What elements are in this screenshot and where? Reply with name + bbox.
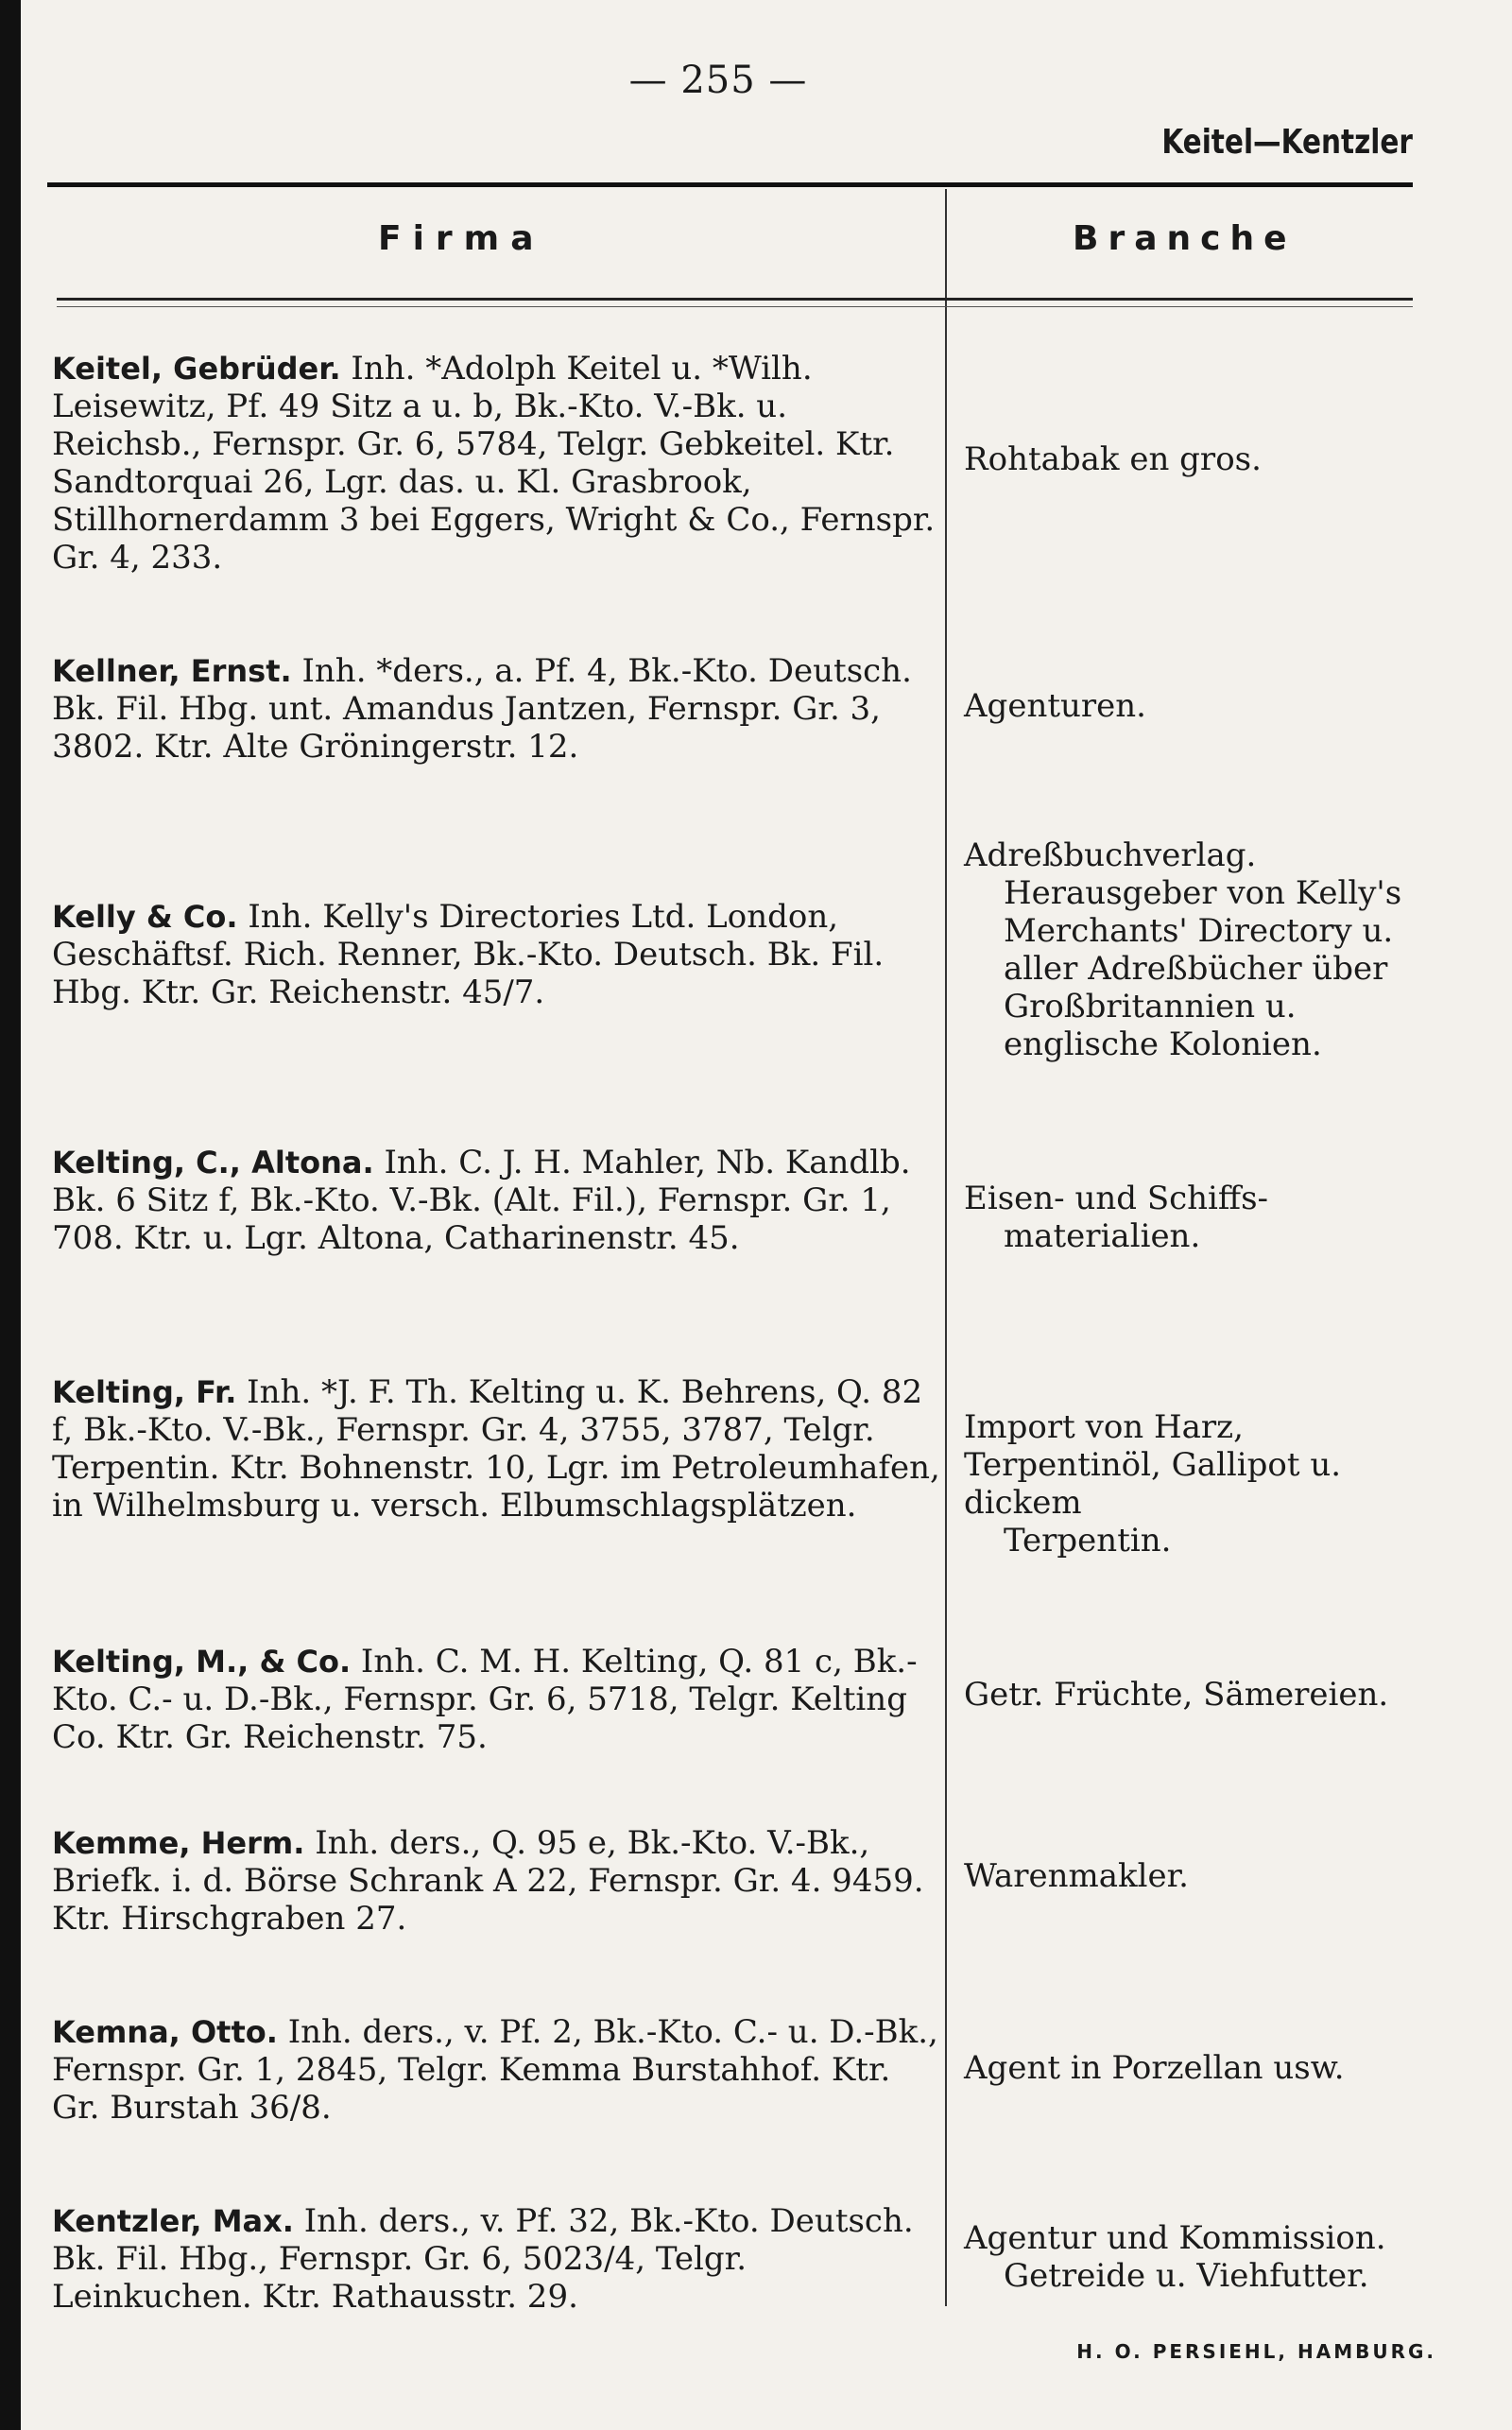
branche-text: Getr. Früchte, Sämereien. (964, 1676, 1389, 1714)
branche-text: Rohtabak en gros. (964, 440, 1262, 478)
entry-details: Inh. C. M. H. Kelting, Q. 81 c, Bk.-Kto. C.- u. D.-Bk., Fernspr. Gr. 6, 5718, Telgr. Kelting Co. Ktr. Gr. Reichenstr. 75. (52, 1643, 918, 1756)
branche-kemna (964, 2049, 1436, 2087)
entry-details: Inh. ders., v. Pf. 2, Bk.-Kto. C.- u. D.-Bk., Fernspr. Gr. 1, 2845, Telgr. Kemma Burstahhof. Ktr. Gr. Burstah 36/8. (52, 2013, 938, 2127)
branche-kellner (964, 687, 1436, 725)
branche-kelting-m (964, 1676, 1436, 1714)
entry-details: Inh. *Adolph Keitel u. *Wilh. Leisewitz, Pf. 49 Sitz a u. b, Bk.-Kto. V.-Bk. u. Reichsb., Fernspr. Gr. 6, 5784, Telgr. Gebkeitel. Ktr. Sandtorquai 26, Lgr. das. u. Kl. Grasbrook, Stillhornerdamm 3 bei Eggers, Wright & Co., Fernspr. Gr. 4, 233. (52, 350, 936, 577)
branche-kemme (964, 1857, 1436, 1895)
entry-kelting-m (52, 1643, 940, 1756)
branche-kelting-fr (964, 1408, 1436, 1560)
entry-details: Inh. Kelly's Directories Ltd. London, Geschäftsf. Rich. Renner, Bk.-Kto. Deutsch. Bk. Fil. Hbg. Ktr. Gr. Reichenstr. 45/7. (52, 898, 885, 1011)
branche-kentzler (964, 2219, 1436, 2295)
header-rule-thin (57, 306, 1413, 307)
branche-text: Eisen- und Schiffs- (964, 1180, 1269, 1217)
entry-kellner (52, 652, 940, 766)
top-rule (47, 182, 1413, 187)
printer-imprint: H. O. PERSIEHL, HAMBURG. (1076, 2340, 1436, 2363)
entry-keitel (52, 350, 940, 577)
entry-name: Kelly & Co. (52, 899, 238, 935)
branche-subtext: Getreide u. Viehfutter. (1004, 2257, 1369, 2295)
entry-name: Kelting, Fr. (52, 1374, 237, 1410)
entry-name: Kellner, Ernst. (52, 653, 292, 689)
branche-text: Agenturen. (964, 687, 1146, 725)
branche-text: Agentur und Kommission. (964, 2219, 1386, 2257)
branche-keitel (964, 440, 1436, 478)
entry-details: Inh. *ders., a. Pf. 4, Bk.-Kto. Deutsch. Bk. Fil. Hbg. unt. Amandus Jantzen, Fernspr. Gr. 3, 3802. Ktr. Alte Gröningerstr. 12. (52, 652, 912, 766)
entry-kemme (52, 1824, 940, 1938)
entry-kelting-c (52, 1144, 940, 1257)
entry-name: Kelting, M., & Co. (52, 1644, 352, 1680)
page-spine-edge (0, 0, 21, 2430)
entry-name: Kemme, Herm. (52, 1825, 305, 1861)
entry-name: Kentzler, Max. (52, 2203, 294, 2239)
entry-name: Kemna, Otto. (52, 2014, 278, 2050)
entry-name: Kelting, C., Altona. (52, 1145, 374, 1181)
entry-kelting-fr (52, 1373, 940, 1525)
running-head: Keitel—Kentzler (1161, 123, 1413, 162)
entry-details: Inh. *J. F. Th. Kelting u. K. Behrens, Q. 82 f, Bk.-Kto. V.-Bk., Fernspr. Gr. 4, 3755, 3787, Telgr. Terpentin. Ktr. Bohnenstr. 10, Lgr. im Petroleumhafen, in Wilhelmsburg u. versch. Elbumschlagsplätzen. (52, 1373, 940, 1525)
branche-text: Agent in Porzellan usw. (964, 2049, 1345, 2087)
branche-text: Warenmakler. (964, 1857, 1189, 1895)
entry-kemna (52, 2013, 940, 2127)
branche-kelly (964, 836, 1436, 1063)
entry-kelly (52, 898, 940, 1011)
entry-details: Inh. ders., Q. 95 e, Bk.-Kto. V.-Bk., Briefk. i. d. Börse Schrank A 22, Fernspr. Gr. 4. 9459. Ktr. Hirschgraben 27. (52, 1824, 924, 1938)
branche-subtext: Terpentin. (1004, 1522, 1172, 1560)
branche-subtext: Herausgeber von Kelly's Merchants' Directory u. aller Adreßbücher über Großbritannien u. englische Kolonien. (1004, 874, 1402, 1063)
entry-details: Inh. C. J. H. Mahler, Nb. Kandlb. Bk. 6 Sitz f, Bk.-Kto. V.-Bk. (Alt. Fil.), Fernspr. Gr. 1, 708. Ktr. u. Lgr. Altona, Catharinenstr. 45. (52, 1144, 911, 1257)
column-header-branche: Branche (1073, 219, 1297, 258)
entry-name: Keitel, Gebrüder. (52, 351, 341, 387)
branche-kelting-c (964, 1180, 1436, 1255)
entry-details: Inh. ders., v. Pf. 32, Bk.-Kto. Deutsch. Bk. Fil. Hbg., Fernspr. Gr. 6, 5023/4, Telgr. Leinkuchen. Ktr. Rathausstr. 29. (52, 2202, 914, 2316)
column-divider (945, 189, 947, 2306)
header-rule (57, 298, 1413, 301)
column-header-firma: Firma (378, 219, 545, 258)
branche-text: Adreßbuchverlag. (964, 836, 1257, 874)
entry-kentzler (52, 2202, 940, 2316)
branche-subtext: materialien. (1004, 1217, 1201, 1255)
branche-text: Import von Harz, Terpentinöl, Gallipot u. dickem (964, 1408, 1342, 1522)
page-number: — 255 — (628, 59, 808, 102)
